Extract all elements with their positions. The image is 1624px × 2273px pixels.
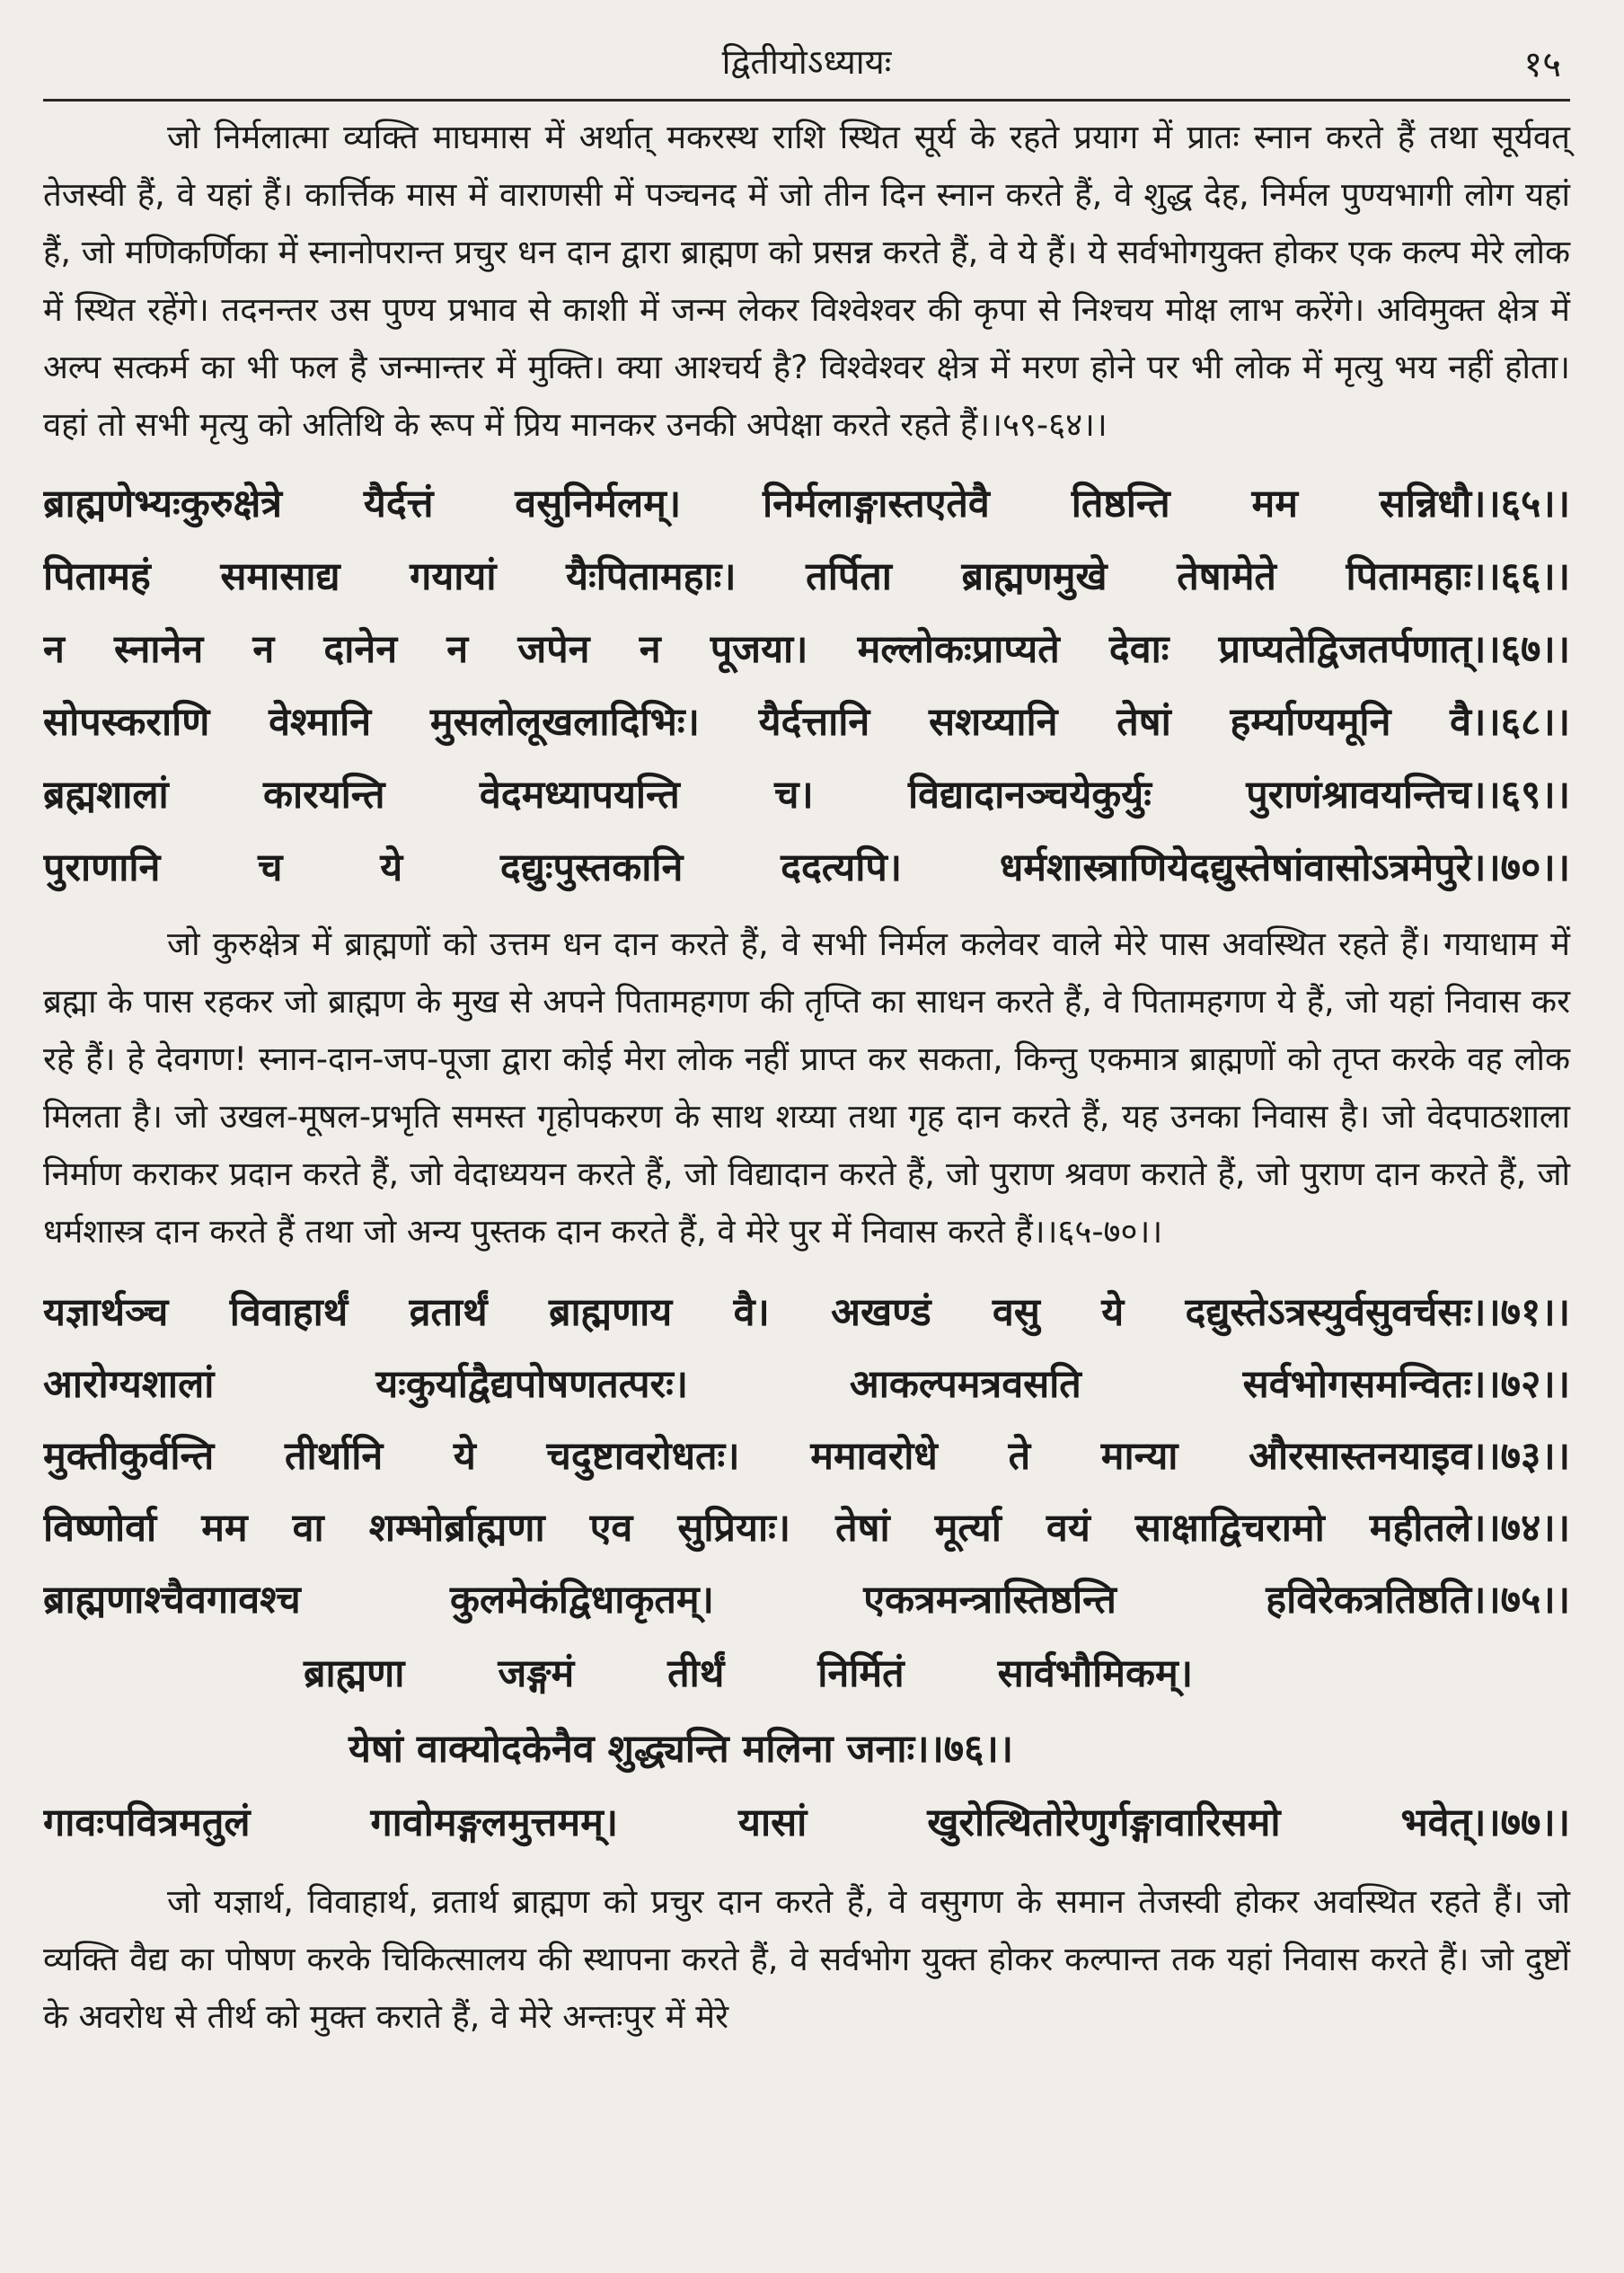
verse-74: विष्णोर्वा मम वा शम्भोर्ब्राह्मणा एव सुप्रियाः। तेषां मूर्त्या वयं साक्षाद्विचरामो महीतले।।७४।। [43,1506,1570,1551]
verse-77: गावःपवित्रमतुलं गावोमङ्गलमुत्तमम्। यासां खुरोत्थितोरेणुर्गङ्गावारिसमो भवेत्।।७७।। [43,1800,1570,1845]
commentary-text: जो कुरुक्षेत्र में ब्राह्मणों को उत्तम धन दान करते हैं, वे सभी निर्मल कलेवर वाले मेरे पास अवस्थित रहते हैं। गयाधाम में ब्रह्मा के पास रहकर जो ब्राह्मण के मुख से अपने पितामहगण की तृप्ति का साधन करते हैं, वे पितामहगण ये हैं, जो यहां निवास कर रहे हैं। हे देवगण! स्नान-दान-जप-पूजा द्वारा कोई मेरा लोक नहीं प्राप्त कर सकता, किन्तु एकमात्र ब्राह्मणों को तृप्त करके वह लोक मिलता है। जो उखल-मूषल-प्रभृति समस्त गृहोपकरण के साथ शय्या तथा गृह दान करते हैं, यह उनका निवास है। जो वेदपाठशाला निर्माण कराकर प्रदान करते हैं, जो वेदाध्ययन करते हैं, जो विद्यादान करते हैं, जो पुराण श्रवण कराते हैं, जो पुराण दान करते हैं, जो धर्मशास्त्र दान करते हैं तथा जो अन्य पुस्तक दान करते हैं, वे मेरे पुर में निवास करते हैं।।६५-७०।। [43,924,1570,1251]
page-number: १५ [1523,44,1561,85]
chapter-title: द्वितीयोऽध्यायः [721,42,892,82]
commentary-paragraph-3 [43,1873,1570,2046]
commentary-text: जो यज्ञार्थ, विवाहार्थ, व्रतार्थ ब्राह्मण को प्रचुर दान करते हैं, वे वसुगण के समान तेजस्वी होकर अवस्थित रहते हैं। जो व्यक्ति वैद्य का पोषण करके चिकित्सालय की स्थापना करते हैं, वे सर्वभोग युक्त होकर कल्पान्त तक यहां निवास करते हैं। जो दुष्टों के अवरोध से तीर्थ को मुक्त कराते हैं, वे मेरे अन्तःपुर में मेरे [43,1882,1570,2036]
verse-76-line-1: ब्राह्मणा जङ्गमं तीर्थं निर्मितं सार्वभौमिकम्। [304,1651,1193,1696]
verse-72: आरोग्यशालां यःकुर्याद्वैद्यपोषणतत्परः। आकल्पमत्रवसति सर्वभोगसमन्वितः।।७२।। [43,1362,1570,1407]
verse-71: यज्ञार्थञ्च विवाहार्थं व्रतार्थं ब्राह्मणाय वै। अखण्डं वसु ये दद्युस्तेऽत्रस्युर्वसुवर्चसः।।७१।। [43,1290,1570,1335]
verse-70: पुराणानि च ये दद्युःपुस्तकानि ददत्यपि। धर्मशास्त्राणियेदद्युस्तेषांवासोऽत्रमेपुरे।।७०।। [43,845,1570,890]
verse-block-65-70 [43,468,1570,905]
verse-75: ब्राह्मणाश्चैवगावश्च कुलमेकंद्विधाकृतम्। एकत्रमन्त्रास्तिष्ठन्ति हविरेकत्रतिष्ठति।।७५।। [43,1578,1570,1623]
page-header [43,0,1570,102]
verse-66: पितामहं समासाद्य गयायां यैःपितामहाः। तर्पिता ब्राह्मणमुखे तेषामेते पितामहाः।।६६।। [43,554,1570,599]
verse-block-71-77 [43,1277,1570,1859]
verse-68: सोपस्कराणि वेश्मानि मुसलोलूखलादिभिः। यैर्दत्तानि सशय्यानि तेषां हर्म्याण्यमूनि वै।।६८।। [43,700,1570,745]
verse-73: मुक्तीकुर्वन्ति तीर्थानि ये चदुष्टावरोधतः। ममावरोधे ते मान्या औरसास्तनयाइव।।७३।। [43,1434,1570,1479]
verse-76-line-2: येषां वाक्योदकेनैव शुद्ध्यन्ति मलिना जनाः।।७६।। [349,1727,1014,1772]
commentary-paragraph-2 [43,915,1570,1260]
verse-67: न स्नानेन न दानेन न जपेन न पूजया। मल्लोकःप्राप्यते देवाः प्राप्यतेद्विजतर्पणात्।।६७।। [43,627,1570,672]
verse-65: ब्राह्मणेभ्यःकुरुक्षेत्रे यैर्दत्तं वसुनिर्मलम्। निर्मलाङ्गास्तएतेवै तिष्ठन्ति मम सन्निधौ।।६५।। [43,482,1570,526]
verse-69: ब्रह्मशालां कारयन्ति वेदमध्यापयन्ति च। विद्यादानञ्चयेकुर्युः पुराणंश्रावयन्तिच।।६९।। [43,773,1570,818]
commentary-paragraph-1 [43,109,1570,454]
commentary-text: जो निर्मलात्मा व्यक्ति माघमास में अर्थात् मकरस्थ राशि स्थित सूर्य के रहते प्रयाग में प्रातः स्नान करते हैं तथा सूर्यवत् तेजस्वी हैं, वे यहां हैं। कार्त्तिक मास में वाराणसी में पञ्चनद में जो तीन दिन स्नान करते हैं, वे शुद्ध देह, निर्मल पुण्यभागी लोग यहां हैं, जो मणिकर्णिका में स्नानोपरान्त प्रचुर धन दान द्वारा ब्राह्मण को प्रसन्न करते हैं, वे ये हैं। ये सर्वभोगयुक्त होकर एक कल्प मेरे लोक में स्थित रहेंगे। तदनन्तर उस पुण्य प्रभाव से काशी में जन्म लेकर विश्वेश्वर की कृपा से निश्चय मोक्ष लाभ करेंगे। अविमुक्त क्षेत्र में अल्प सत्कर्म का भी फल है जन्मान्तर में मुक्ति। क्या आश्चर्य है? विश्वेश्वर क्षेत्र में मरण होने पर भी लोक में मृत्यु भय नहीं होता। वहां तो सभी मृत्यु को अतिथि के रूप में प्रिय मानकर उनकी अपेक्षा करते रहते हैं।।५९-६४।। [43,118,1570,444]
